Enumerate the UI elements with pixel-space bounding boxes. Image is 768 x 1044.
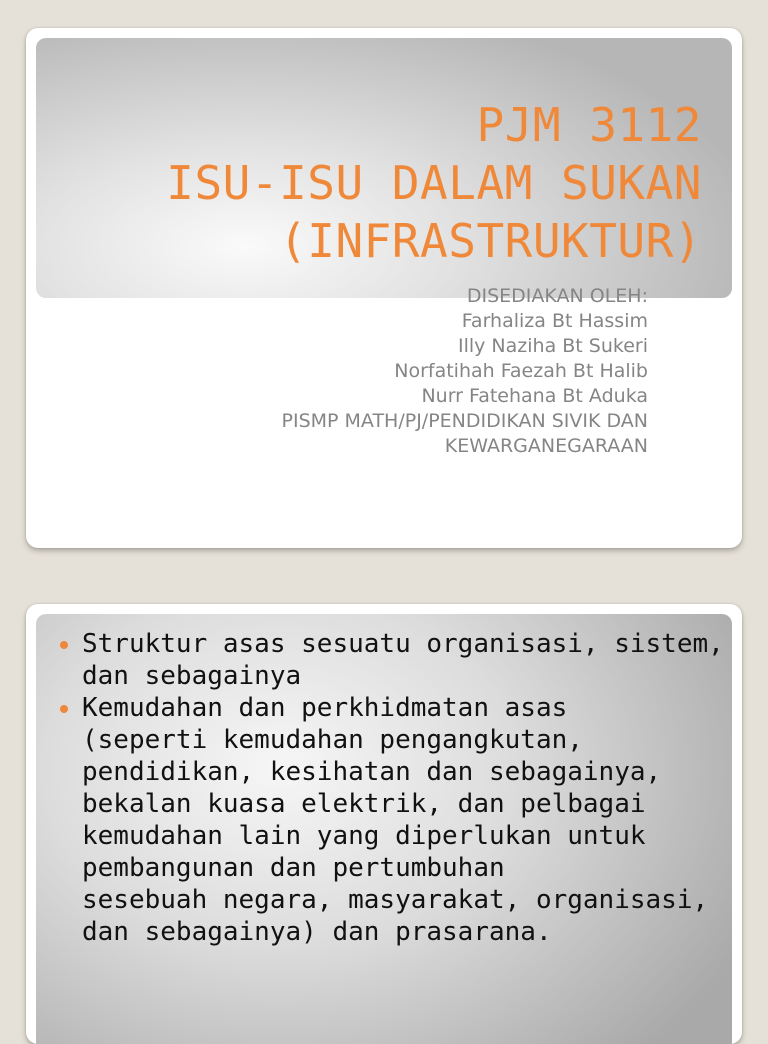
bullet-dot-icon — [60, 705, 68, 713]
author-name: Norfatihah Faezah Bt Halib — [394, 360, 648, 382]
bullet-text-line: dan sebagainya) dan prasarana. — [82, 917, 552, 947]
author-name: Illy Naziha Bt Sukeri — [457, 335, 648, 357]
bullet-item — [58, 628, 730, 692]
bullet-text-line: dan sebagainya — [82, 661, 302, 691]
bullet-text-line: pembangunan dan pertumbuhan — [82, 853, 505, 883]
definition-slide — [26, 604, 742, 1044]
bullet-text-line: bekalan kuasa elektrik, dan pelbagai — [82, 789, 646, 819]
title-line-course-code: PJM 3112 — [476, 98, 702, 152]
bullet-dot-icon — [60, 641, 68, 649]
bullet-list — [58, 628, 730, 948]
bullet-text-line: sesebuah negara, masyarakat, organisasi, — [82, 885, 709, 915]
title-line-topic: ISU-ISU DALAM SUKAN — [166, 156, 702, 210]
bullet-text-line: Struktur asas sesuatu organisasi, sistem, — [82, 629, 724, 659]
content-panel — [36, 614, 732, 1044]
bullet-text-line: pendidikan, kesihatan dan sebagainya, — [82, 757, 662, 787]
author-name: Farhaliza Bt Hassim — [461, 310, 648, 332]
bullet-text-line: (seperti kemudahan pengangkutan, — [82, 725, 583, 755]
program-name-continued: KEWARGANEGARAAN — [444, 435, 648, 457]
author-name: Nurr Fatehana Bt Aduka — [421, 385, 648, 407]
bullet-item — [58, 692, 730, 948]
title-panel — [36, 38, 732, 298]
credits-heading: DISEDIAKAN OLEH: — [466, 285, 648, 307]
slide-title — [166, 96, 702, 270]
presenter-credits — [282, 284, 648, 459]
bullet-text-line: kemudahan lain yang diperlukan untuk — [82, 821, 646, 851]
title-slide — [26, 28, 742, 548]
program-name: PISMP MATH/PJ/PENDIDIKAN SIVIK DAN — [281, 410, 648, 432]
title-line-subtopic: (INFRASTRUKTUR) — [279, 214, 702, 268]
bullet-text-line: Kemudahan dan perkhidmatan asas — [82, 693, 568, 723]
